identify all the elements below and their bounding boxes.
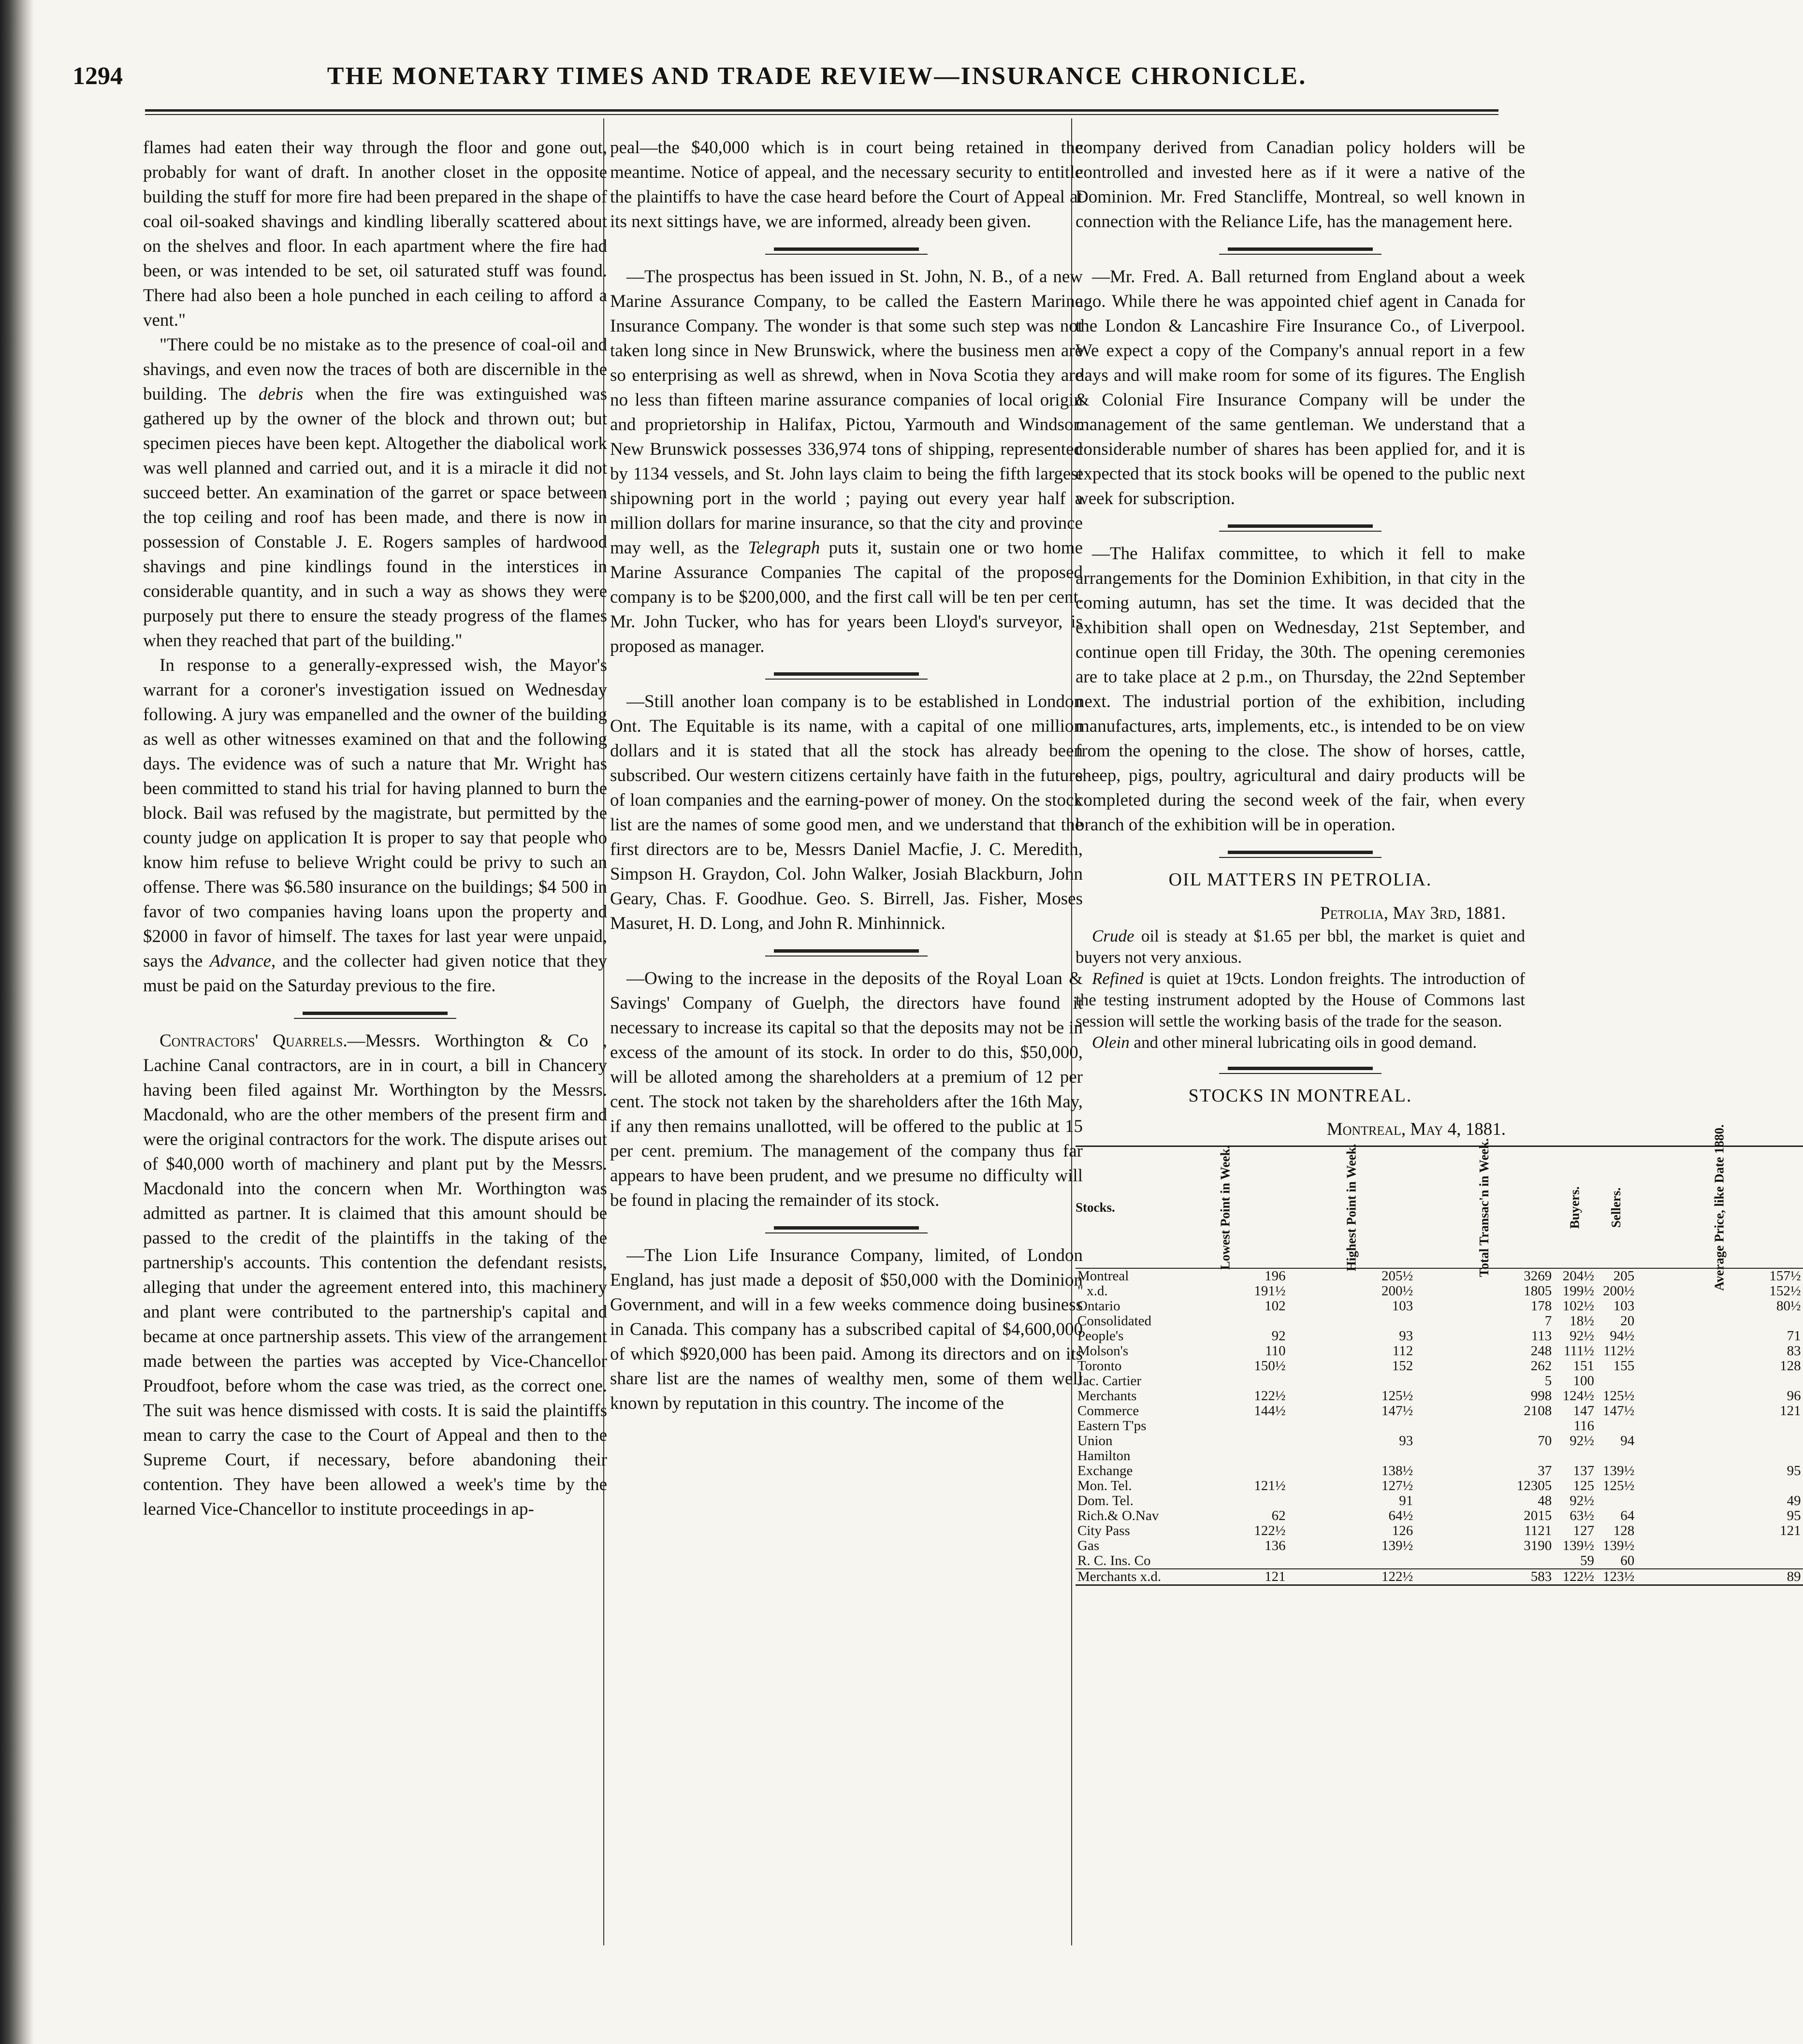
table-cell [1288, 1314, 1415, 1329]
table-cell [1596, 1449, 1636, 1464]
stock-name-cell: Mon. Tel. [1077, 1478, 1132, 1493]
table-cell: 18½ [1570, 1313, 1595, 1329]
table-cell: 152½ [1769, 1283, 1801, 1299]
table-cell: 128 [1780, 1358, 1801, 1374]
stocks-heading: STOCKS IN MONTREAL. [1188, 1086, 1412, 1106]
column-header: Highest Point in Week. [1288, 1146, 1415, 1269]
table-cell: 70 [1538, 1433, 1552, 1449]
table-cell [1596, 1419, 1636, 1434]
table-cell [1596, 1374, 1636, 1389]
column-header: Stocks. [1076, 1146, 1163, 1269]
stock-name-cell: Hamilton [1077, 1448, 1131, 1464]
stocks-table-header [1076, 1146, 1803, 1269]
table-cell: 95 [1787, 1508, 1801, 1523]
table-cell [1636, 1434, 1803, 1449]
table-cell: 80½ [1776, 1298, 1801, 1314]
stock-name-cell: Consolidated [1077, 1313, 1152, 1329]
stock-name-cell: Jac. Cartier [1077, 1373, 1142, 1389]
table-cell: 178 [1530, 1298, 1552, 1314]
table-cell: 64 [1620, 1508, 1635, 1523]
table-cell: 204½ [1562, 1268, 1595, 1284]
table-cell [1163, 1314, 1288, 1329]
table-row [1076, 1374, 1803, 1389]
oil-matters-heading: OIL MATTERS IN PETROLIA. [1168, 870, 1432, 890]
article-arson-coroner: In response to a generally-expressed wish, the Mayor's warrant for a coroner's investigation issued on Wednesday following. A jury was empanelled and the owner of the building as well as other witnesses examined on that and the following days. The evidence was of such a nature that Mr. Wright has been committed to stand his trial for having planned to burn the block. Bail was refused by the magistrate, but permitted by the county judge on application It is proper to say that people who know him refuse to believe Wright could be privy to such an offense. There was $6.580 insurance on the buildings; $4 500 in favor of two companies having loans upon the property and $2000 in favor of himself. The taxes for last year were unpaid, says the Advance, and the collecter had given notice that they must be paid on the Saturday previous to the fire. [143, 655, 607, 996]
column-2 [610, 135, 1083, 1416]
section-separator [774, 1226, 919, 1230]
table-row [1076, 1389, 1803, 1404]
section-separator [774, 949, 919, 953]
table-row [1076, 1314, 1803, 1329]
oil-crude: Crude oil is steady at $1.65 per bbl, the market is quiet and buyers not very anxious. [1076, 927, 1525, 967]
table-cell: 62 [1271, 1508, 1286, 1523]
table-cell: 71 [1787, 1328, 1801, 1344]
table-cell: 89 [1636, 1569, 1803, 1585]
table-cell: 127 [1573, 1523, 1595, 1538]
table-cell: 122½ [1288, 1569, 1415, 1585]
table-cell [1415, 1553, 1554, 1569]
table-cell [1288, 1553, 1415, 1569]
section-separator [1228, 247, 1373, 251]
table-cell [1163, 1419, 1288, 1434]
table-cell: 110 [1265, 1343, 1286, 1359]
article-title: Contractors' Quarrels. [160, 1031, 348, 1051]
stock-name-cell: Molson's [1077, 1343, 1129, 1359]
article-arson-continued: flames had eaten their way through the floor and gone out, probably for want of draft. In another closet in the opposite building the stuff for more fire had been prepared in the shape of coal oil-soaked shavings and kindling liberally scattered about on the shelves and floor. In each apartment where the fire had been, or was intended to be set, oil saturated stuff was found. There had also been a hole punched in each ceiling to afford a vent." [143, 138, 607, 330]
table-cell: 139½ [1603, 1538, 1635, 1553]
table-row [1076, 1479, 1803, 1493]
table-row [1076, 1359, 1803, 1374]
table-cell: 116 [1573, 1418, 1595, 1434]
table-cell: 205½ [1381, 1268, 1413, 1284]
table-cell [1288, 1419, 1415, 1434]
column-1 [143, 135, 607, 1522]
stock-name-cell: Ontario [1077, 1298, 1120, 1314]
table-cell: 102 [1265, 1298, 1286, 1314]
table-cell: 205 [1613, 1268, 1635, 1284]
table-cell: 12305 [1516, 1478, 1552, 1493]
table-cell: 136 [1265, 1538, 1286, 1553]
table-cell [1163, 1434, 1288, 1449]
article-equitable-loan: —Still another loan company is to be established in London Ont. The Equitable is its name, with a capital of one million dollars and it is stated that all the stock has already been subscribed. Our western citizens certainly have faith in the future of loan companies and the earning-power of money. On the stock list are the names of some good men, and we understand that the first directors are to be, Messrs Daniel Macfie, J. C. Meredith, Simpson H. Graydon, Col. John Walker, Josiah Blackburn, John Geary, Chas. F. Goodhue. Geo. S. Birrell, Jas. Fisher, Moses Masuret, H. D. Long, and John R. Minhinnick. [610, 692, 1083, 933]
article-contractors-quarrels: Contractors' Quarrels.—Messrs. Worthington & Co , Lachine Canal contractors, are in in court, a bill in Chancery having been filed against Mr. Worthington by the Messrs. Macdonald, who are the other members of the present firm and were the original contractors for the work. The dispute arises out of $40,000 worth of machinery and plant put by the Messrs. Macdonald into the concern when Mr. Worthington was admitted as partner. It is claimed that this amount should be passed to the credit of the plaintiffs in the taking of the partnership's accounts. This contention the defendant resists, alleging that under the agreement entered into, this machinery and plant were contributed to the partnership's capital and became at once partnership assets. This view of the arrangement made between the parties was accepted by Vice-Chancellor Proudfoot, before whom the case was tried, as the correct one. The suit was hence dismissed with costs. It is said the plaintiffs mean to carry the case to the Court of Appeal and then to the Supreme Court, if necessary, before abandoning their contention. They have been allowed a week's time by the learned Vice-Chancellor to institute proceedings in ap- [143, 1031, 607, 1519]
article-arson-quote: "There could be no mistake as to the presence of coal-oil and shavings, and even now the traces of both are discernible in the building. The debris when the fire was extinguished was gathered up by the owner of the block and thrown out; but specimen pieces have been kept. Altogether the diabolical work was well planned and carried out, and it is a miracle it did not succeed better. An examination of the garret or space between the top ceiling and roof has been made, and there is now in possession of Constable J. E. Rogers samples of hardwood shavings and pine kindlings found in the interstices in considerable quantity, and in such a way as shows they were purposely put there to ensure the steady progress of the flames when they reached that part of the building." [143, 335, 607, 651]
section-separator [1228, 851, 1373, 854]
table-cell: 122½ [1254, 1388, 1286, 1404]
table-cell: 121½ [1254, 1478, 1286, 1493]
table-cell: 112½ [1603, 1343, 1635, 1359]
column-header: Buyers. [1554, 1146, 1596, 1269]
article-royal-loan: —Owing to the increase in the deposits of the Royal Loan & Savings' Company of Guelph, the directors have found it necessary to increase its capital so that the deposits may not be in excess of the amount of its stock. In order to do this, $50,000, will be alloted among the shareholders at a premium of 12 per cent. The stock not taken by the shareholders after the 16th May, if any then remains unallotted, will be offered to the public at 15 per cent. premium. The management of the company thus far appears to have been prudent, and we presume no difficulty will be found in placing the remainder of its stock. [610, 969, 1083, 1210]
table-cell [1636, 1538, 1803, 1553]
stock-name-cell: " x.d. [1077, 1283, 1108, 1299]
table-cell: 121 [1163, 1569, 1288, 1585]
table-cell: 92½ [1570, 1433, 1595, 1449]
table-cell: 139½ [1603, 1463, 1635, 1479]
table-cell: 121 [1780, 1403, 1801, 1419]
table-cell [1596, 1493, 1636, 1508]
stock-name-cell: City Pass [1077, 1523, 1130, 1538]
table-cell: 113 [1531, 1328, 1552, 1344]
stock-name-cell: Gas [1077, 1538, 1100, 1553]
table-cell [1636, 1314, 1803, 1329]
table-cell: 2015 [1524, 1508, 1552, 1523]
table-cell: 48 [1538, 1493, 1552, 1508]
table-cell [1163, 1374, 1288, 1389]
table-cell [1415, 1449, 1554, 1464]
table-cell: 125½ [1603, 1388, 1635, 1404]
section-separator [303, 1012, 448, 1015]
table-cell: 122½ [1554, 1569, 1596, 1585]
table-cell: 139½ [1381, 1538, 1413, 1553]
table-cell: 122½ [1254, 1523, 1286, 1538]
table-row [1076, 1523, 1803, 1538]
table-cell: 37 [1538, 1463, 1552, 1479]
table-cell: 150½ [1254, 1358, 1286, 1374]
header-rule-thin [145, 114, 1498, 115]
table-cell: 151 [1573, 1358, 1595, 1374]
table-cell: 998 [1530, 1388, 1552, 1404]
table-cell: 92½ [1570, 1328, 1595, 1344]
table-cell: 191½ [1254, 1283, 1286, 1299]
column-header: Average Price, like Date 1880. [1636, 1146, 1803, 1269]
table-row [1076, 1434, 1803, 1449]
table-cell: 128 [1613, 1523, 1635, 1538]
section-separator [1228, 524, 1373, 528]
stocks-dateline: Montreal, May 4, 1881. [1326, 1119, 1506, 1139]
page-number: 1294 [73, 62, 123, 90]
table-cell: 112 [1392, 1343, 1413, 1359]
table-cell: 100 [1573, 1373, 1595, 1389]
table-cell: 199½ [1562, 1283, 1595, 1299]
table-cell: 147 [1573, 1403, 1595, 1419]
table-row [1076, 1553, 1803, 1569]
table-cell [1554, 1449, 1596, 1464]
table-cell: 583 [1415, 1569, 1554, 1585]
table-row [1076, 1299, 1803, 1314]
table-cell: 127½ [1381, 1478, 1413, 1493]
table-row [1076, 1464, 1803, 1479]
stock-name-cell: People's [1077, 1328, 1124, 1344]
table-cell: 123½ [1596, 1569, 1636, 1585]
table-cell: 144½ [1254, 1403, 1286, 1419]
table-cell: 64½ [1388, 1508, 1413, 1523]
article-fred-ball: —Mr. Fred. A. Ball returned from England about a week ago. While there he was appointed chief agent in Canada for the London & Lancashire Fire Insurance Co., of Liverpool. We expect a copy of the Company's annual report in a few days and will make room for some of its figures. The English & Colonial Fire Insurance Company will be under the management of the same gentleman. We understand that a considerable number of shares has been applied for, and it is expected that its stock books will be opened to the public next week for subscription. [1076, 267, 1525, 508]
table-row [1076, 1268, 1803, 1284]
table-cell: 262 [1530, 1358, 1552, 1374]
table-cell [1636, 1449, 1803, 1464]
stock-name-cell: Exchange [1077, 1463, 1133, 1479]
section-separator [774, 247, 919, 251]
table-cell: 59 [1580, 1553, 1595, 1568]
stock-name-cell: Rich.& O.Nav [1077, 1508, 1159, 1523]
table-cell: 125 [1573, 1478, 1595, 1493]
stock-name-cell: Eastern T'ps [1077, 1418, 1147, 1434]
stock-name-cell: Merchants x.d. [1076, 1569, 1163, 1585]
section-separator [774, 672, 919, 676]
table-cell [1288, 1449, 1415, 1464]
table-cell: 196 [1265, 1268, 1286, 1284]
table-cell: 60 [1620, 1553, 1635, 1568]
page-header [73, 62, 1503, 101]
table-cell [1636, 1419, 1803, 1434]
column-header: Total Transac'n in Week. [1415, 1146, 1554, 1269]
table-row [1076, 1538, 1803, 1553]
table-cell: 3190 [1524, 1538, 1552, 1553]
table-cell [1163, 1493, 1288, 1508]
table-cell: 94½ [1610, 1328, 1635, 1344]
article-eastern-marine: —The prospectus has been issued in St. John, N. B., of a new Marine Assurance Company, to be called the Eastern Marine Insurance Company. The wonder is that some such step was not taken long since in New Brunswick, where the business men are so enterprising as well as shrewd, when in Nova Scotia they are no less than fifteen marine assurance companies of local origin and proprietorship in Halifax, Pictou, Yarmouth and Windsor. New Brunswick possesses 336,974 tons of shipping, represented by 1134 vessels, and St. John lays claim to being the fifth largest shipowning port in the world ; paying out every year half a million dollars for marine insurance, so that the city and province may well, as the Telegraph puts it, sustain one or two home Marine Assurance Companies The capital of the proposed company is to be $200,000, and the first call will be ten per cent. Mr. John Tucker, who has for years been Lloyd's surveyor, is proposed as manager. [610, 267, 1083, 656]
stock-name-cell: Montreal [1077, 1268, 1129, 1284]
stock-name-cell: Commerce [1077, 1403, 1139, 1419]
oil-refined: Refined is quiet at 19cts. London freights. The introduction of the testing instrument adopted by the House of Commons last session will settle the working basis of the trade for the season. [1076, 969, 1525, 1030]
article-halifax-exhibition: —The Halifax committee, to which it fell to make arrangements for the Dominion Exhibition, in that city in the coming autumn, has set the time. It was decided that the exhibition shall open on Wednesday, 21st September, and continue open till Friday, the 30th. The opening ceremonies are to take place at 2 p.m., on Thursday, the 22nd September next. The industrial portion of the exhibition, including manufactures, arts, implements, etc., is intended to be on view from the opening to the close. The show of horses, cattle, sheep, pigs, poultry, agricultural and dairy products will be completed during the second week of the fair, when every branch of the exhibition will be in operation. [1076, 544, 1525, 835]
table-cell: 121 [1780, 1523, 1801, 1538]
article-lion-life: —The Lion Life Insurance Company, limited, of London England, has just made a deposit of $50,000 with the Dominion Government, and will in a few weeks commence doing business in Canada. This company has a subscribed capital of $4,600,000 of which $920,000 has been paid. Among its directors and on its share list are the names of wealthy men, some of them well known by reputation in this country. The income of the [610, 1246, 1083, 1413]
table-cell: 125½ [1381, 1388, 1413, 1404]
table-cell [1636, 1479, 1803, 1493]
table-cell: 92 [1271, 1328, 1286, 1344]
article-appeal-continued: peal—the $40,000 which is in court being retained in the meantime. Notice of appeal, and the necessary security to entitle the plaintiffs to have the case heard before the Court of Appeal at its next sittings have, we are informed, already been given. [610, 138, 1083, 232]
table-cell: 83 [1787, 1343, 1801, 1359]
table-cell: 200½ [1603, 1283, 1635, 1299]
table-cell: 49 [1787, 1493, 1801, 1508]
table-cell: 137 [1573, 1463, 1595, 1479]
table-cell: 91 [1399, 1493, 1413, 1508]
table-cell: 20 [1620, 1313, 1635, 1329]
stock-name-cell: R. C. Ins. Co [1077, 1553, 1151, 1568]
table-cell [1636, 1553, 1803, 1569]
table-cell: 93 [1399, 1328, 1413, 1344]
table-cell: 139½ [1562, 1538, 1595, 1553]
table-cell: 138½ [1381, 1463, 1413, 1479]
table-cell: 1121 [1524, 1523, 1552, 1538]
table-cell: 248 [1530, 1343, 1552, 1359]
column-header: Lowest Point in Week. [1163, 1146, 1288, 1269]
column-header: Sellers. [1596, 1146, 1636, 1269]
table-cell: 103 [1613, 1298, 1635, 1314]
stock-name-cell: Union [1077, 1433, 1113, 1449]
table-cell: 157½ [1769, 1268, 1801, 1284]
table-row [1076, 1419, 1803, 1434]
table-cell: 125½ [1603, 1478, 1635, 1493]
table-cell: 2108 [1524, 1403, 1552, 1419]
stock-name-cell: Merchants [1077, 1388, 1137, 1404]
table-row [1076, 1404, 1803, 1419]
table-cell: 96 [1787, 1388, 1801, 1404]
table-row [1076, 1508, 1803, 1523]
table-cell: 5 [1544, 1373, 1552, 1389]
table-row [1076, 1449, 1803, 1464]
table-cell: 1805 [1524, 1283, 1552, 1299]
table-cell [1163, 1464, 1288, 1479]
table-cell: 152 [1392, 1358, 1413, 1374]
table-row [1076, 1569, 1803, 1585]
table-row [1076, 1329, 1803, 1344]
table-cell: 7 [1544, 1313, 1552, 1329]
table-cell: 147½ [1381, 1403, 1413, 1419]
column-3 [1076, 135, 1801, 1586]
oil-dateline: Petrolia, May 3rd, 1881. [1320, 903, 1506, 923]
table-cell [1163, 1553, 1288, 1569]
table-cell: 124½ [1562, 1388, 1595, 1404]
table-cell [1415, 1419, 1554, 1434]
table-cell: 103 [1392, 1298, 1413, 1314]
table-cell: 63½ [1570, 1508, 1595, 1523]
section-separator [1228, 1067, 1373, 1070]
table-cell: 126 [1392, 1523, 1413, 1538]
table-cell: 94 [1620, 1433, 1635, 1449]
masthead-title: THE MONETARY TIMES AND TRADE REVIEW—INSURANCE CHRONICLE. [327, 62, 1307, 90]
table-cell [1636, 1374, 1803, 1389]
table-cell: 155 [1613, 1358, 1635, 1374]
table-cell: 200½ [1381, 1283, 1413, 1299]
table-cell: 95 [1787, 1463, 1801, 1479]
table-row [1076, 1284, 1803, 1299]
table-cell: 102½ [1562, 1298, 1595, 1314]
article-lion-life-continued: company derived from Canadian policy holders will be controlled and invested here as if it were a native of the Dominion. Mr. Fred Stancliffe, Montreal, so well known in connection with the Reliance Life, has the management here. [1076, 138, 1525, 232]
stock-name-cell: Toronto [1077, 1358, 1122, 1374]
header-rule [145, 109, 1498, 112]
table-cell: 111½ [1563, 1343, 1595, 1359]
table-cell [1288, 1374, 1415, 1389]
table-row [1076, 1493, 1803, 1508]
table-cell: 147½ [1603, 1403, 1635, 1419]
table-cell: 92½ [1570, 1493, 1595, 1508]
table-cell: 3269 [1524, 1268, 1552, 1284]
table-cell: 93 [1399, 1433, 1413, 1449]
oil-olein: Olein and other mineral lubricating oils in good demand. [1092, 1033, 1477, 1052]
stock-name-cell: Dom. Tel. [1077, 1493, 1134, 1508]
table-row [1076, 1344, 1803, 1359]
table-cell [1163, 1449, 1288, 1464]
page-binding-edge [0, 0, 34, 2044]
